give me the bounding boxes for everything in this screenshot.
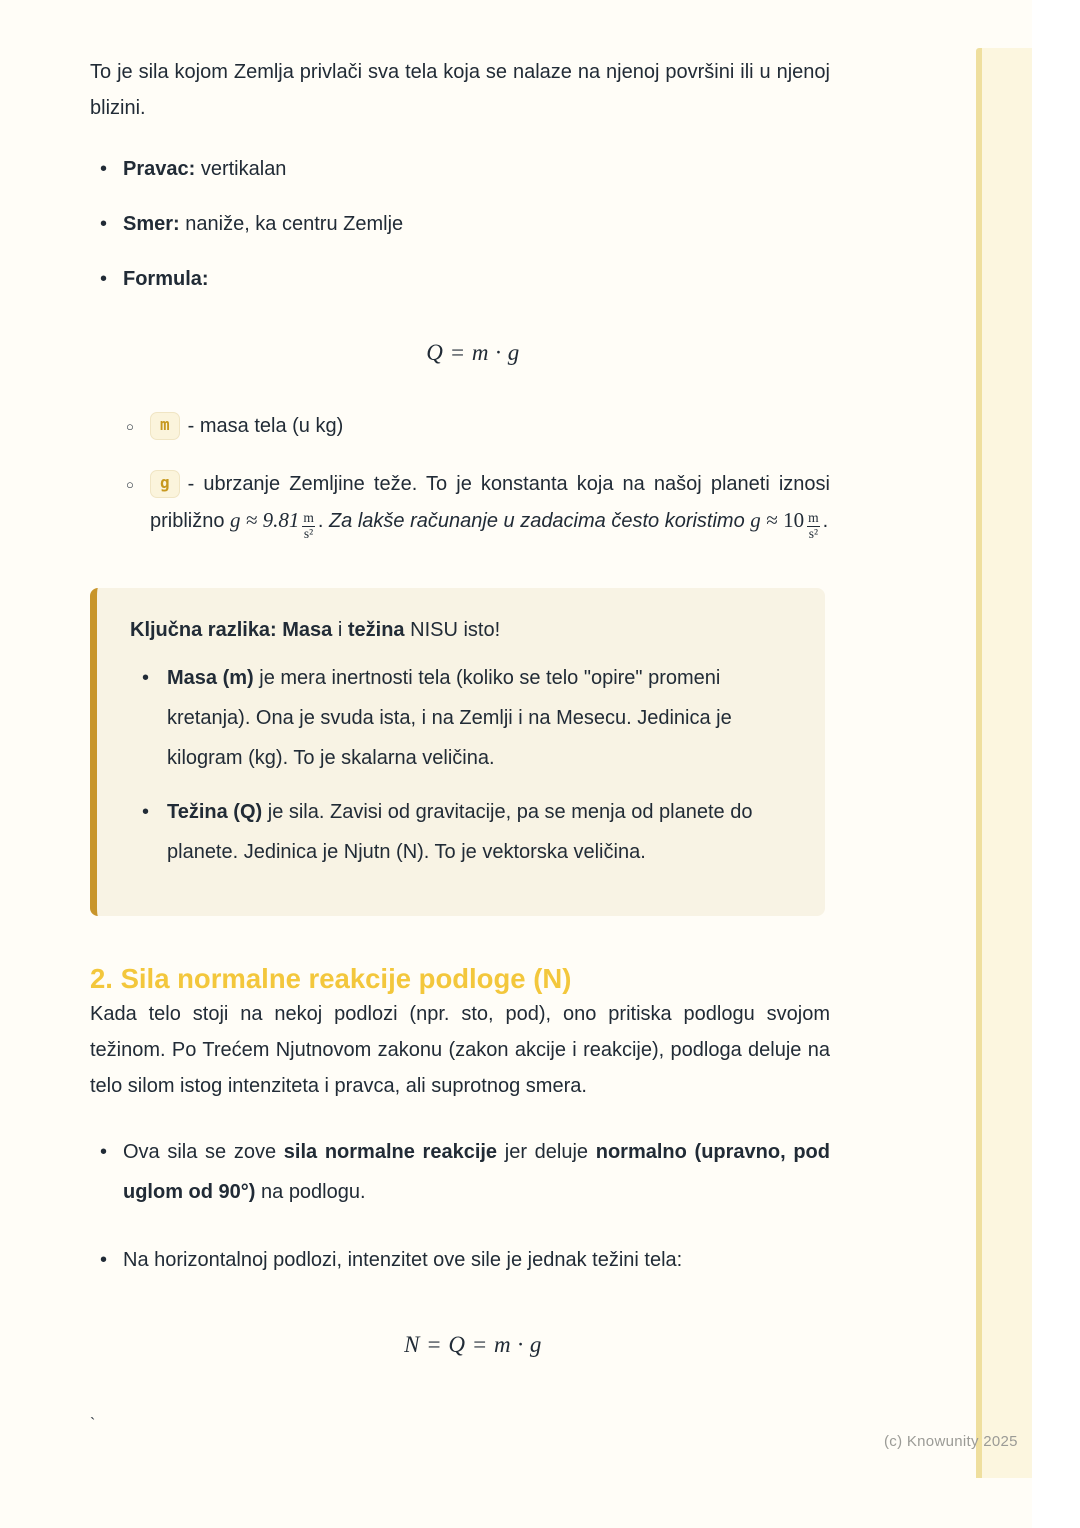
math-ten: 10 bbox=[783, 508, 805, 532]
copyright-notice: (c) Knowunity 2025 bbox=[884, 1433, 1018, 1450]
properties-list bbox=[90, 154, 830, 294]
text-run: na podlogu. bbox=[255, 1180, 366, 1203]
text-period: . bbox=[822, 510, 829, 532]
code-badge-m: m bbox=[150, 412, 180, 440]
list-item-gravity-variable bbox=[150, 466, 830, 542]
text-run: Ova sila se zove bbox=[123, 1140, 284, 1163]
page-edge-strip bbox=[976, 48, 1032, 1478]
list-item-tezina bbox=[130, 792, 781, 872]
property-value: vertikalan bbox=[195, 158, 287, 180]
formula-weight: Q = m · g bbox=[426, 340, 520, 365]
text-separator: . bbox=[317, 510, 329, 532]
stray-backtick: ` bbox=[90, 1415, 96, 1433]
fraction-numerator: m bbox=[303, 510, 314, 526]
intro-paragraph: To je sila kojom Zemlja privlači sva tela koja se nalaze na njenoj površini ili u njenoj blizini. bbox=[90, 61, 830, 119]
document-content bbox=[90, 54, 830, 1434]
math-g-approx-2: g ≈ bbox=[750, 508, 778, 532]
list-item-masa bbox=[130, 658, 781, 778]
term-definition: je sila. Zavisi od gravitacije, pa se menja od planete do planete. Jedinica je Njutn (N). To je vektorska veličina. bbox=[167, 800, 753, 863]
callout-title-regular: i bbox=[332, 618, 348, 641]
term-label: Masa (m) bbox=[167, 666, 254, 689]
math-g-approx: g ≈ 9.81 bbox=[230, 508, 300, 532]
list-item-horizontal-surface bbox=[90, 1240, 830, 1280]
callout-title-bold: težina bbox=[347, 618, 405, 641]
callout-title-bold: Ključna razlika: Masa bbox=[130, 618, 333, 641]
property-label: Formula: bbox=[123, 268, 209, 290]
code-badge-g: g bbox=[150, 470, 180, 498]
callout-title bbox=[130, 614, 781, 646]
formula-normal-force: N = Q = m · g bbox=[404, 1331, 542, 1357]
section-bullet-list bbox=[90, 1132, 830, 1280]
property-label: Pravac: bbox=[123, 158, 196, 180]
fraction-denominator: s² bbox=[303, 526, 314, 541]
list-item-pravac bbox=[90, 154, 830, 184]
right-margin-column bbox=[1032, 0, 1080, 1528]
callout-list bbox=[130, 658, 781, 872]
term-label: Težina (Q) bbox=[167, 800, 263, 823]
bold-run: normalno (upravno, pod uglom od 90°) bbox=[123, 1140, 830, 1203]
term-definition: je mera inertnosti tela (koliko se telo "opire" promeni kretanja). Ona je svuda ista, i na Zemlji i na Mesecu. Jedinica je kilogram (kg). To je skalarna veličina. bbox=[167, 666, 732, 769]
section-paragraph: Kada telo stoji na nekoj podlozi (npr. sto, pod), ono pritiska podlogu svojom težinom. Po Trećem Njutnovom zakonu (zakon akcije i reakcije), podloga deluje na telo silom istog intenziteta i pravca, ali suprotnog smera. bbox=[90, 1002, 830, 1097]
fraction-numerator: m bbox=[808, 510, 819, 526]
list-item-mass-variable bbox=[150, 408, 830, 444]
list-item-normal-force bbox=[90, 1132, 830, 1212]
key-difference-callout bbox=[90, 588, 825, 916]
list-item-formula bbox=[90, 264, 830, 294]
bold-run: sila normalne reakcije bbox=[283, 1140, 498, 1163]
text-run: Na horizontalnoj podlozi, intenzitet ove sile je jednak težini tela: bbox=[123, 1248, 683, 1271]
variable-description: - ubrzanje Zemljine teže. To je konstanta koja na našoj planeti iznosi približno bbox=[150, 473, 830, 532]
property-value: naniže, ka centru Zemlje bbox=[179, 213, 404, 235]
variables-list bbox=[90, 408, 830, 542]
fraction-m-per-s2 bbox=[807, 511, 820, 542]
text-run: jer deluje bbox=[497, 1140, 596, 1163]
callout-title-regular: NISU isto! bbox=[404, 618, 501, 641]
variable-description: - masa tela (u kg) bbox=[187, 415, 344, 437]
fraction-m-per-s2 bbox=[302, 511, 315, 542]
fraction-denominator: s² bbox=[808, 526, 819, 541]
list-item-smer bbox=[90, 209, 830, 239]
property-label: Smer: bbox=[123, 213, 180, 235]
section-heading: 2. Sila normalne reakcije podloge (N) bbox=[90, 962, 572, 994]
italic-note: Za lakše računanje u zadacima često koristimo bbox=[328, 510, 751, 532]
